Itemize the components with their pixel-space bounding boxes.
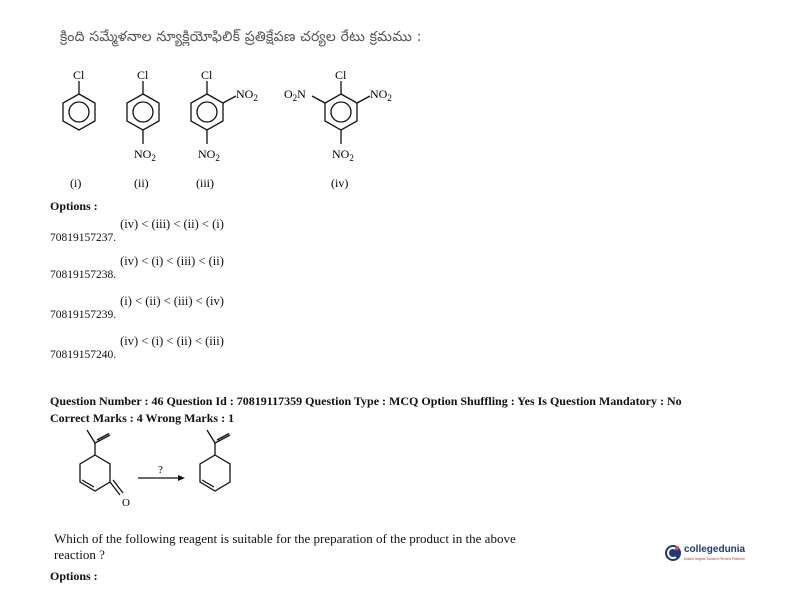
mol-ii-no2: $NO_2$ (134, 147, 156, 163)
arrow-label: ? (158, 464, 163, 476)
option-id: 70819157239. (50, 309, 117, 321)
option-row[interactable] (50, 254, 224, 281)
mol-i-cl: Cl (73, 68, 85, 82)
logo-tagline: India's largest Student Review Platform (684, 557, 745, 561)
molecule-iii (191, 81, 236, 144)
reaction-figure (40, 425, 260, 525)
label-iii: (iii) (196, 176, 214, 190)
mol-iii-no2-side: $NO_2$ (236, 87, 258, 103)
question-text-2: reaction ? (54, 547, 105, 562)
option-row[interactable] (50, 334, 224, 361)
option-id: 70819157240. (50, 349, 117, 361)
mol-iv-no2-bottom: $NO_2$ (332, 147, 354, 163)
option-text: (i) < (ii) < (iii) < (iv) (120, 294, 224, 308)
option-text: (iv) < (i) < (iii) < (ii) (120, 254, 224, 268)
reactant (80, 430, 123, 495)
carbonyl-oxygen: O (122, 497, 130, 509)
option-id: 70819157238. (50, 269, 117, 281)
option-id: 70819157237. (50, 232, 117, 244)
structures-figure (0, 0, 792, 200)
question-intro: క్రింది సమ్మేళనాల న్యూక్లియోఫిలిక్ ప్రతిక్షేపణ చర్యల రేటు క్రమము : (60, 29, 422, 45)
mol-iv-o2n: $O_2N$ (284, 87, 306, 103)
logo-mark-icon (664, 544, 682, 562)
option-text: (iv) < (iii) < (ii) < (i) (120, 217, 224, 231)
logo-name: collegedunia (684, 544, 746, 555)
mol-iii-cl: Cl (201, 68, 213, 82)
question-text-1: Which of the following reagent is suitable for the preparation of the product in the above (54, 531, 516, 546)
molecule-ii (127, 81, 159, 144)
label-ii: (ii) (134, 176, 149, 190)
label-iv: (iv) (331, 176, 349, 190)
option-row[interactable] (50, 217, 224, 244)
option-row[interactable] (50, 294, 224, 321)
options-heading-2: Options : (50, 569, 98, 583)
molecule-i (63, 81, 95, 130)
marks-line: Correct Marks : 4 Wrong Marks : 1 (50, 411, 235, 425)
molecule-iv (312, 81, 370, 144)
product (200, 430, 230, 491)
mol-ii-cl: Cl (137, 68, 149, 82)
option-text: (iv) < (i) < (ii) < (iii) (120, 334, 224, 348)
question-meta: Question Number : 46 Question Id : 70819117359 Question Type : MCQ Option Shuffling : Yes Is Question Mandatory : No (50, 394, 682, 408)
options-heading: Options : (50, 199, 98, 213)
label-i: (i) (70, 176, 82, 190)
mol-iv-no2-side: $NO_2$ (370, 87, 392, 103)
collegedunia-logo[interactable] (664, 542, 764, 566)
mol-iii-no2-bottom: $NO_2$ (198, 147, 220, 163)
mol-iv-cl: Cl (335, 68, 347, 82)
